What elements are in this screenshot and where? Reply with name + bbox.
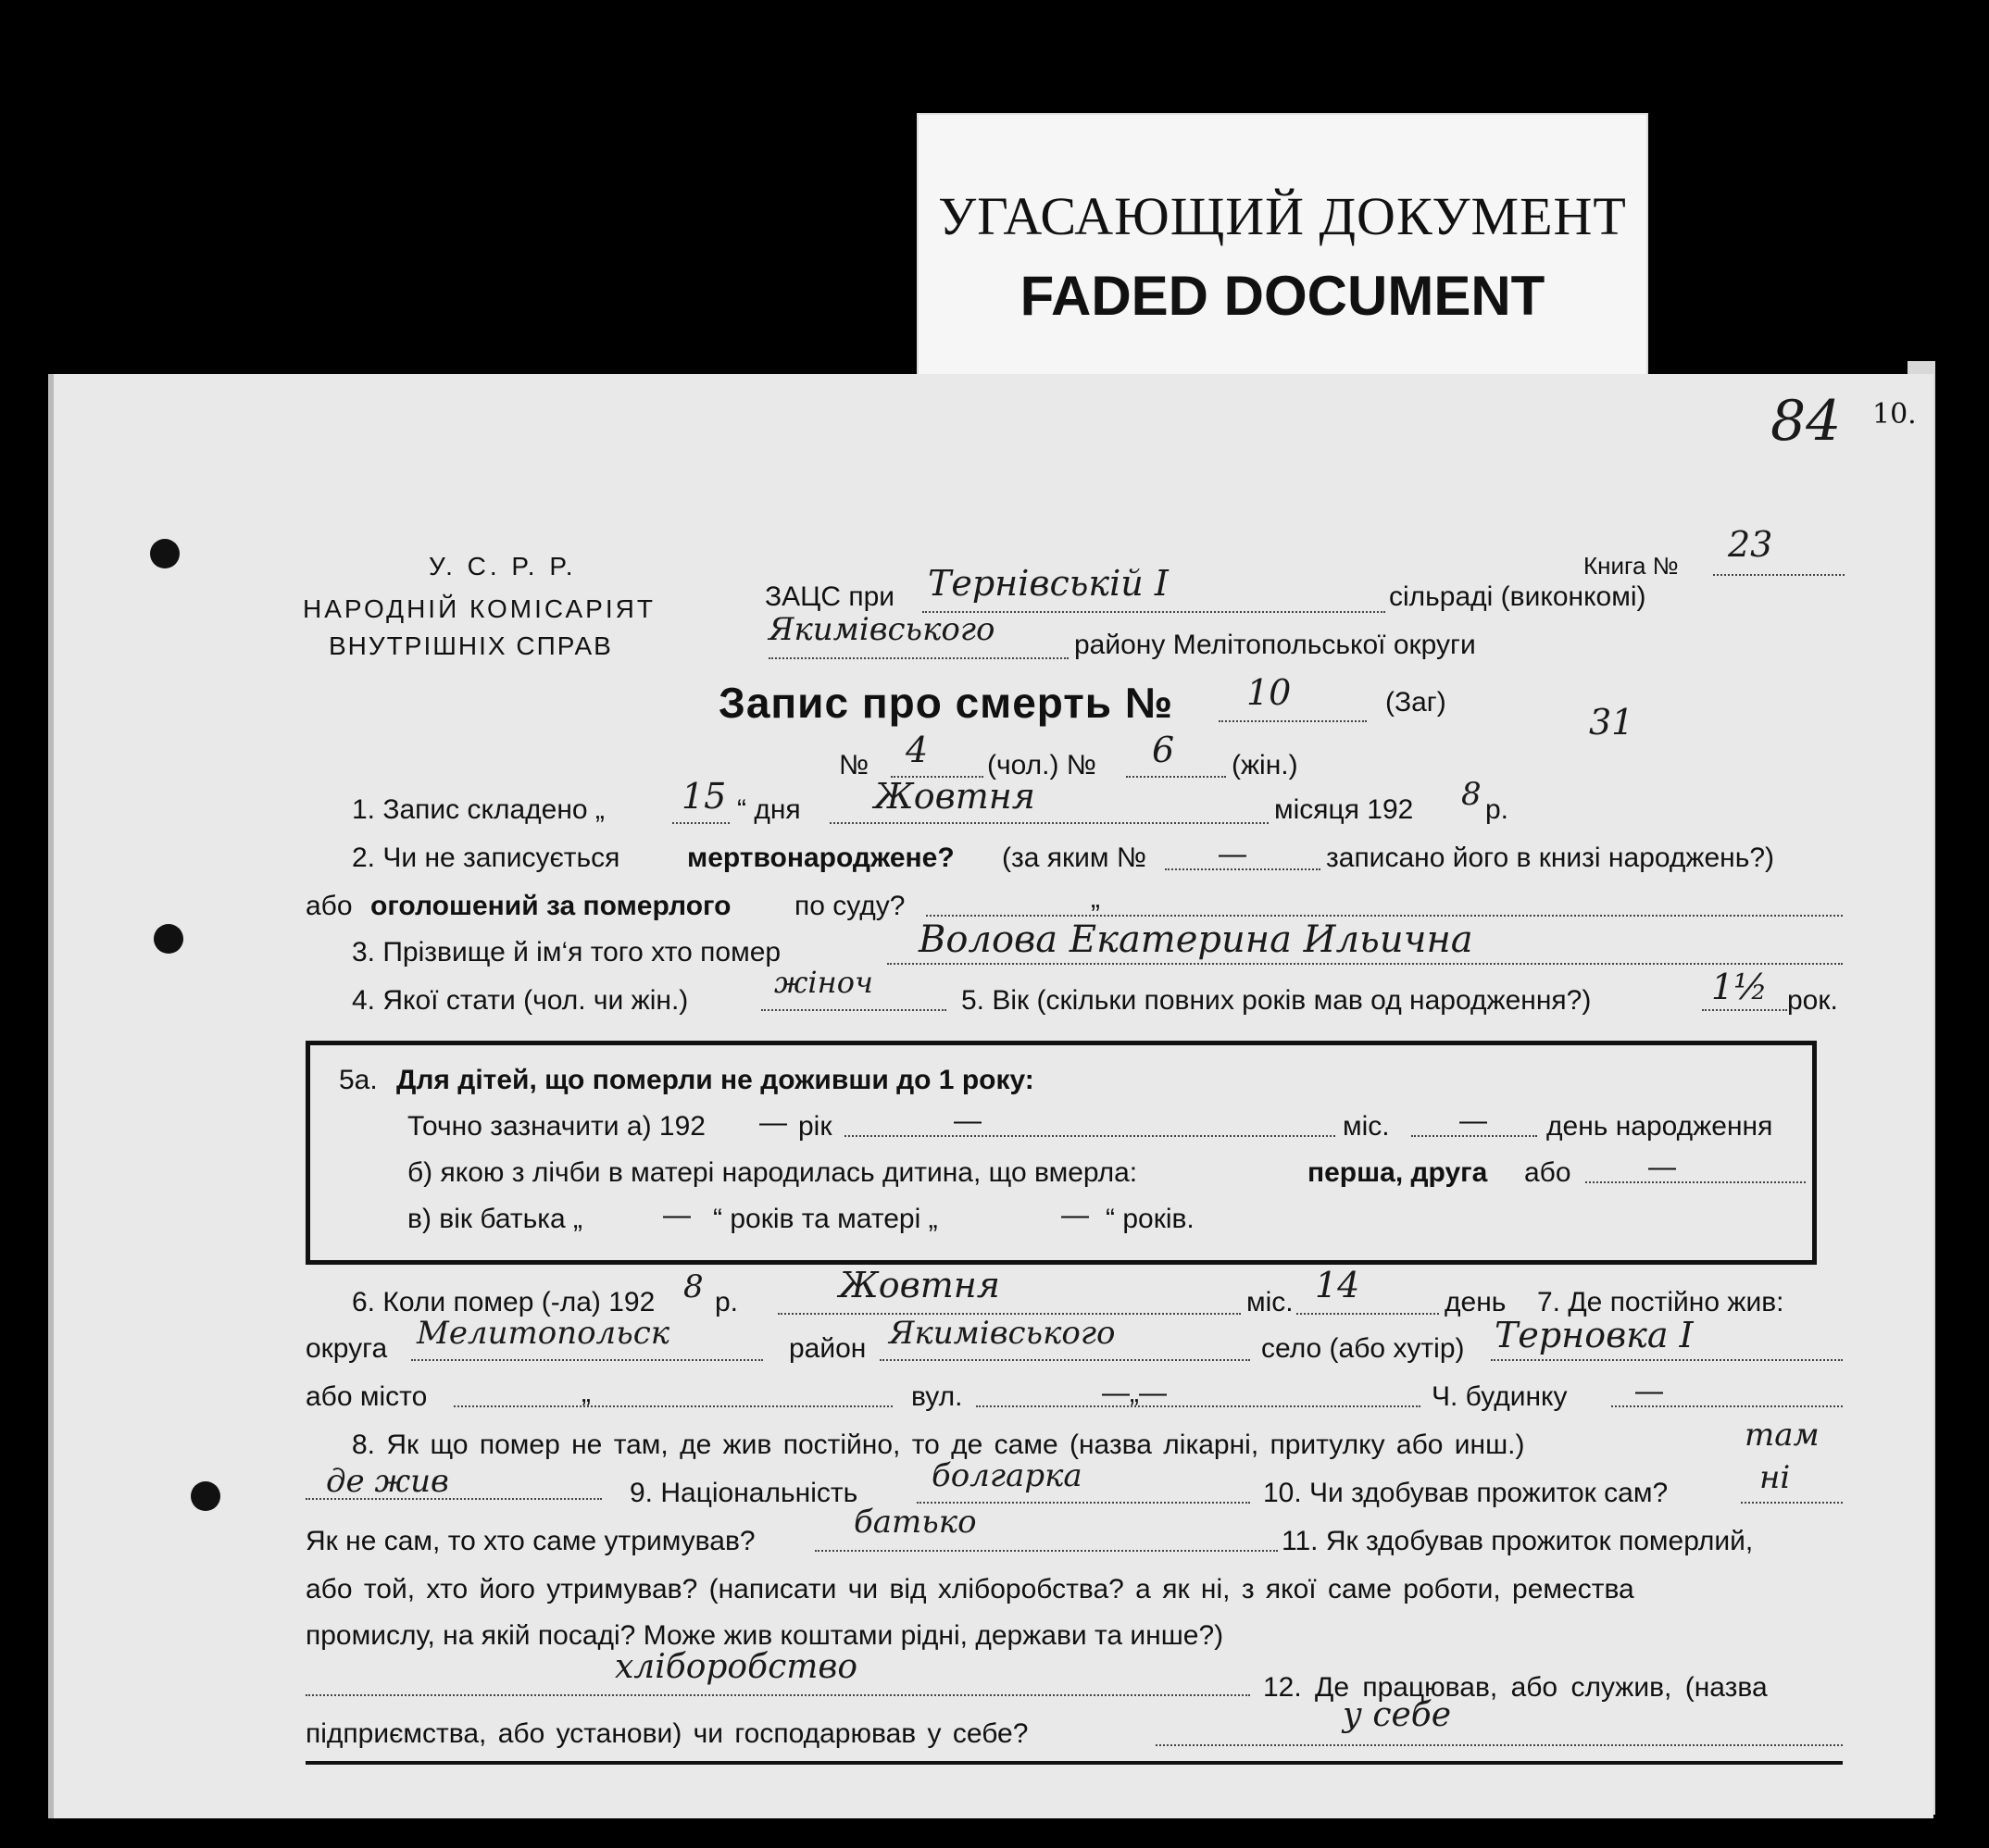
f1-month-line — [830, 822, 1269, 824]
raion-label-2: район — [789, 1333, 867, 1364]
vul-label: вул. — [911, 1381, 963, 1412]
box5a-line3-c: “ років. — [1106, 1204, 1195, 1234]
f3-value: Волова Екатерина Ильична — [919, 918, 1473, 961]
box5a-line3-value-1: — — [663, 1200, 691, 1230]
f4-label: 4. Якої стати (чол. чи жін.) — [352, 985, 689, 1016]
f11-answer-line — [306, 1694, 1250, 1696]
misto-label: або місто — [306, 1381, 428, 1412]
header-commissariat: НАРОДНІЙ КОМІСАРІЯТ — [303, 594, 656, 623]
stamp-text-ru: УГАСАЮЩИЙ ДОКУМЕНТ — [938, 186, 1627, 246]
book-label: Книга № — [1583, 552, 1679, 580]
f5-label: 5. Вік (скільки повних років мав од народження?) — [961, 985, 1592, 1016]
box5a-line1-d: день народження — [1546, 1111, 1773, 1142]
zags-label: ЗАЦС при — [765, 581, 895, 612]
bottom-rule — [306, 1761, 1843, 1765]
f10b-line — [815, 1550, 1278, 1552]
box5a-line1-dash: — — [759, 1107, 787, 1138]
header-internal-affairs: ВНУТРІШНІХ СПРАВ — [329, 631, 613, 660]
budynku-value: — — [1635, 1376, 1663, 1406]
record-zag: (Заг) — [1385, 687, 1446, 718]
f1-label-b: “ дня — [737, 794, 801, 825]
f5-unit: рок. — [1787, 985, 1838, 1016]
record-number-line — [1219, 720, 1367, 722]
f11-label: 11. Як здобував прожиток померлий, — [1282, 1526, 1754, 1556]
f11-line-3: промислу, на якій посаді? Може жив коштами рідні, держави та инше?) — [306, 1620, 1224, 1651]
f2-line-2 — [926, 915, 1843, 917]
f3-line — [887, 963, 1843, 965]
zags-value: Тернівській І — [928, 563, 1169, 604]
f9-label: 9. Національність — [630, 1478, 858, 1508]
stamp-text-en: FADED DOCUMENT — [1020, 265, 1545, 327]
f2-label-c: (за яким № — [1002, 843, 1147, 873]
f6-label-b: р. — [715, 1287, 739, 1317]
f1-label-a: 1. Запис складено „ — [352, 794, 605, 825]
faded-document-stamp — [917, 113, 1648, 381]
box5a-line2-b: перша, друга — [1307, 1157, 1488, 1188]
f12-label: 12. Де працював, або служив, (назва — [1263, 1672, 1768, 1703]
f1-day: 15 — [682, 776, 727, 817]
box5a-line2-value: — — [1648, 1152, 1676, 1182]
raion-line — [769, 657, 1069, 659]
box5a-title: Для дітей, що померли не доживши до 1 року: — [396, 1065, 1034, 1095]
box5a-line2-rule — [1585, 1181, 1806, 1183]
raion-value: Якимівського — [769, 611, 995, 648]
f2-label-f: оголошений за померлого — [370, 891, 732, 921]
f12-line-2: підприємства, або установи) чи господарював у себе? — [306, 1718, 1029, 1749]
record-title: Запис про смерть № — [719, 679, 1174, 727]
record-number: 10 — [1246, 672, 1292, 713]
f1-month: Жовтня — [874, 776, 1035, 817]
f1-day-line — [672, 822, 730, 824]
box5a-line1-c: міс. — [1343, 1111, 1390, 1142]
f7-label: 7. Де постійно жив: — [1537, 1287, 1784, 1317]
raion-value-2: Якимівського — [889, 1315, 1116, 1352]
f2-label-a: 2. Чи не записується — [352, 843, 620, 873]
male-label: № — [839, 750, 869, 780]
raion-line-2 — [880, 1359, 1250, 1361]
box5a-line1-a: Точно зазначити а) 192 — [407, 1111, 706, 1142]
f2-value-2: „ — [1091, 883, 1100, 914]
f10b-label: Як не сам, то хто саме утримував? — [306, 1526, 756, 1556]
budynku-label: Ч. будинку — [1432, 1381, 1568, 1412]
f4-value: жіноч — [774, 965, 873, 1000]
f6-label-d: день — [1445, 1287, 1507, 1317]
misto-value: „ — [582, 1378, 591, 1408]
box5a-line1-b: рік — [798, 1111, 832, 1142]
f1-label-c: місяця 192 — [1274, 794, 1414, 825]
female-line — [1126, 776, 1226, 778]
f2-label-b: мертвонароджене? — [687, 843, 955, 873]
okruha-value: Мелитопольск — [417, 1315, 670, 1352]
vul-line — [976, 1405, 1420, 1407]
female-suffix: (жін.) — [1232, 750, 1298, 780]
f8-value-b: де жив — [326, 1463, 449, 1500]
f3-label: 3. Прізвище й ім‘я того хто помер — [352, 937, 782, 968]
box5a-line3-b: “ років та матері „ — [713, 1204, 938, 1234]
f2-value: — — [1219, 839, 1246, 869]
f11-value: хліборобство — [615, 1648, 858, 1686]
box5a-line1-value-2: — — [1459, 1105, 1487, 1136]
sheet-number: 10. — [1872, 398, 1917, 431]
okruha-label: округа — [306, 1333, 388, 1364]
binding-hole — [154, 924, 183, 954]
box5a-line1-value: — — [954, 1105, 982, 1136]
f8-value-a: там — [1745, 1417, 1820, 1454]
silradi-label: сільраді (виконкомі) — [1389, 581, 1646, 612]
vul-value: —„— — [1102, 1378, 1167, 1408]
f10-value: ні — [1759, 1459, 1791, 1496]
binding-hole — [150, 539, 180, 568]
f11-line-2: або той, хто його утримував? (написати чи від хліборобства? а як ні, з якої саме роботи, ремества — [306, 1574, 1634, 1605]
f6-label-a: 6. Коли помер (-ла) 192 — [352, 1287, 656, 1317]
f8-label: 8. Як що помер не там, де жив постійно, то де саме (назва лікарні, притулку або инш.) — [352, 1430, 1525, 1460]
selo-value: Терновка І — [1495, 1315, 1694, 1355]
header-ussr: У. С. Р. Р. — [429, 552, 577, 581]
record-note: 31 — [1589, 702, 1634, 743]
f5-value: 1½ — [1711, 967, 1769, 1007]
f10-label: 10. Чи здобував прожиток сам? — [1263, 1478, 1669, 1508]
raion-label: району Мелітопольської округи — [1074, 630, 1476, 660]
f12-line — [1156, 1744, 1843, 1746]
f10-line — [1741, 1502, 1843, 1504]
f10b-value: батько — [854, 1504, 977, 1541]
f1-label-d: р. — [1485, 794, 1509, 825]
okruha-line — [411, 1359, 763, 1361]
box5a-line3-a: в) вік батька „ — [407, 1204, 583, 1234]
f6-year: 8 — [683, 1268, 704, 1305]
f5-line — [1702, 1009, 1787, 1011]
box5a-num: 5а. — [339, 1065, 378, 1095]
f2-label-e: або — [306, 891, 353, 921]
male-value: 4 — [906, 730, 929, 770]
f9-value: болгарка — [932, 1457, 1082, 1494]
f1-year: 8 — [1461, 776, 1482, 813]
box5a-line2-c: або — [1524, 1157, 1571, 1188]
box5a-line2-a: б) якою з лічби в матері народилась дитина, що вмерла: — [407, 1157, 1138, 1188]
f2-label-g: по суду? — [794, 891, 906, 921]
f6-month: Жовтня — [839, 1265, 1000, 1305]
male-suffix: (чол.) № — [987, 750, 1096, 780]
box5a-line3-value-2: — — [1061, 1200, 1089, 1230]
female-value: 6 — [1152, 730, 1175, 770]
book-line — [1713, 574, 1845, 576]
selo-line — [1491, 1359, 1843, 1361]
box5a-line1-rule — [844, 1135, 1335, 1137]
f12-value: у себе — [1343, 1696, 1452, 1734]
f4-line — [761, 1009, 946, 1011]
f6-day: 14 — [1315, 1265, 1360, 1305]
misto-line — [454, 1405, 893, 1407]
page-mark: 84 — [1770, 389, 1842, 454]
selo-label: село (або хутір) — [1261, 1333, 1465, 1364]
f6-label-c: міс. — [1246, 1287, 1294, 1317]
book-value: 23 — [1728, 524, 1773, 565]
binding-hole — [191, 1481, 220, 1511]
f2-label-d: записано його в книзі народжень?) — [1326, 843, 1775, 873]
f6-day-line — [1296, 1313, 1439, 1315]
